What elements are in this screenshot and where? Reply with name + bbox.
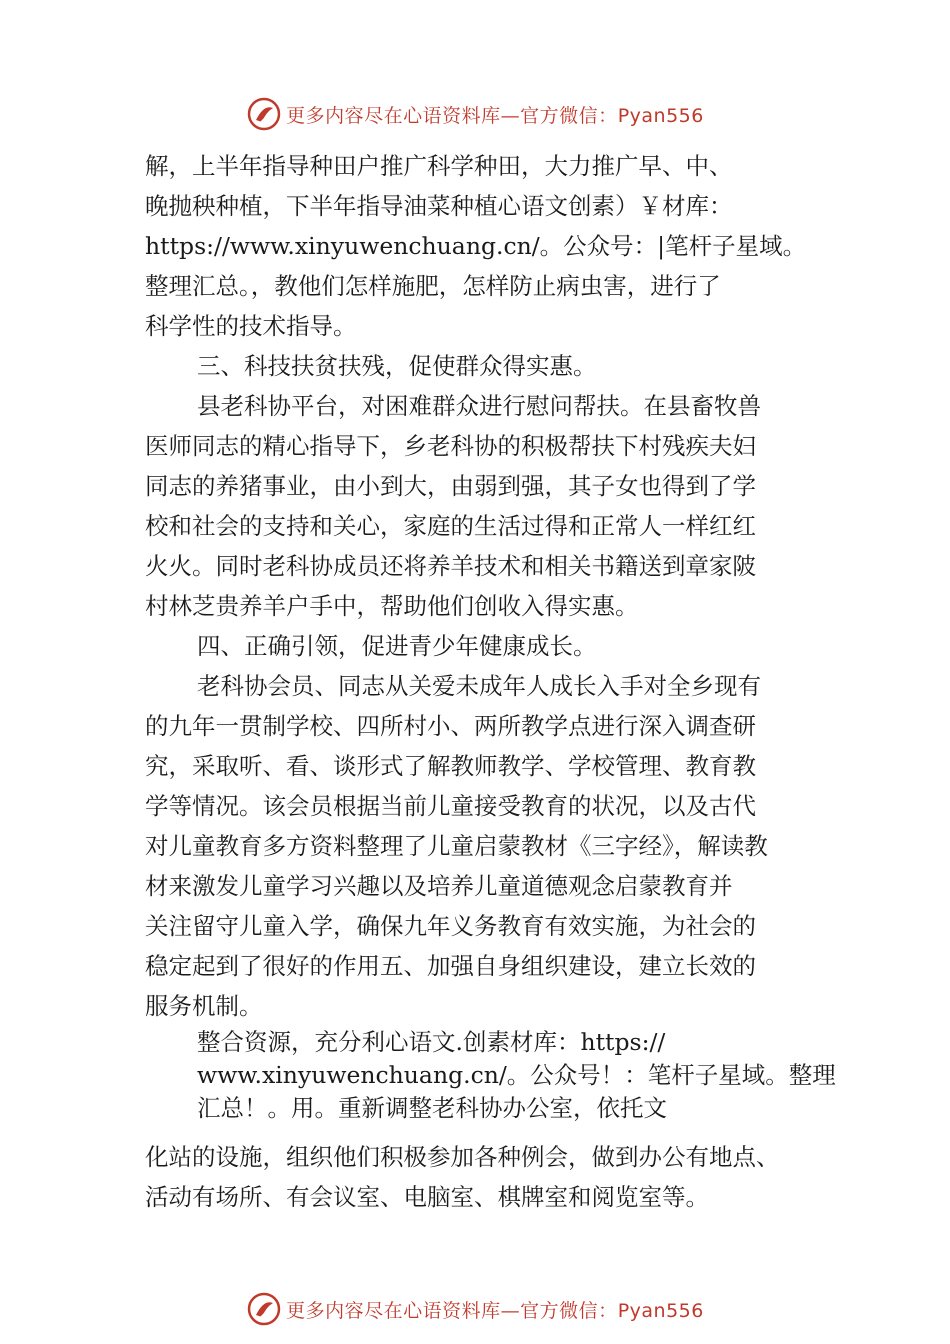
text-line: 县老科协平台，对困难群众进行慰问帮扶。在县畜牧兽 — [197, 392, 761, 420]
header-text: 更多内容尽在心语资料库—官方微信：Pyan556 — [286, 104, 704, 127]
text-line: www.xinyuwenchuang.cn/。公众号！：笔杆子星域。整理 — [197, 1061, 836, 1089]
text-line: 关注留守儿童入学，确保九年义务教育有效实施，为社会的 — [145, 912, 756, 940]
text-line: 活动有场所、有会议室、电脑室、棋牌室和阅览室等。 — [145, 1183, 709, 1211]
text-line: 火火。同时老科协成员还将养羊技术和相关书籍送到章家陂 — [145, 552, 756, 580]
text-line: 服务机制。 — [145, 992, 263, 1020]
text-line: 医师同志的精心指导下，乡老科协的积极帮扶下村残疾夫妇 — [145, 432, 756, 460]
text-line: 村林芝贵养羊户手中，帮助他们创收入得实惠。 — [145, 592, 639, 620]
text-line: 究，采取听、看、谈形式了解教师教学、学校管理、教育教 — [145, 752, 756, 780]
text-line: 稳定起到了很好的作用五、加强自身组织建设，建立长效的 — [145, 952, 756, 980]
section-heading: 四、正确引领，促进青少年健康成长。 — [197, 632, 597, 660]
logo-icon — [246, 96, 282, 132]
text-line: 解，上半年指导种田户推广科学种田，大力推广早、中、 — [145, 152, 733, 180]
text-line: 晚抛秧种植，下半年指导油菜种植心语文创素）￥材库： — [145, 192, 733, 220]
text-line: 材来激发儿童学习兴趣以及培养儿童道德观念启蒙教育并 — [145, 872, 733, 900]
text-line: 的九年一贯制学校、四所村小、两所教学点进行深入调查研 — [145, 712, 756, 740]
document-body — [145, 146, 845, 1217]
header-banner — [0, 94, 950, 134]
section-heading: 三、科技扶贫扶残，促使群众得实惠。 — [197, 352, 597, 380]
text-line: 汇总！。用。重新调整老科协办公室，依托文 — [197, 1094, 667, 1122]
text-line: 化站的设施，组织他们积极参加各种例会，做到办公有地点、 — [145, 1143, 780, 1171]
text-line: 整合资源，充分利心语文.创素材库：https:// — [197, 1028, 666, 1056]
text-line: 同志的养猪事业，由小到大，由弱到强，其子女也得到了学 — [145, 472, 756, 500]
footer-text: 更多内容尽在心语资料库—官方微信：Pyan556 — [286, 1299, 704, 1322]
text-line: 老科协会员、同志从关爱未成年人成长入手对全乡现有 — [197, 672, 761, 700]
footer-banner — [0, 1289, 950, 1329]
text-line: 科学性的技术指导。 — [145, 312, 357, 340]
text-line: 整理汇总。，教他们怎样施肥，怎样防止病虫害，进行了 — [145, 272, 721, 300]
text-line: 学等情况。该会员根据当前儿童接受教育的状况，以及古代 — [145, 792, 756, 820]
text-line: 校和社会的支持和关心，家庭的生活过得和正常人一样红红 — [145, 512, 756, 540]
logo-icon — [246, 1291, 282, 1327]
text-line: 对儿童教育多方资料整理了儿童启蒙教材《三字经》，解读教 — [145, 832, 768, 860]
text-line: https://www.xinyuwenchuang.cn/。公众号：|笔杆子星域。 — [145, 232, 807, 260]
